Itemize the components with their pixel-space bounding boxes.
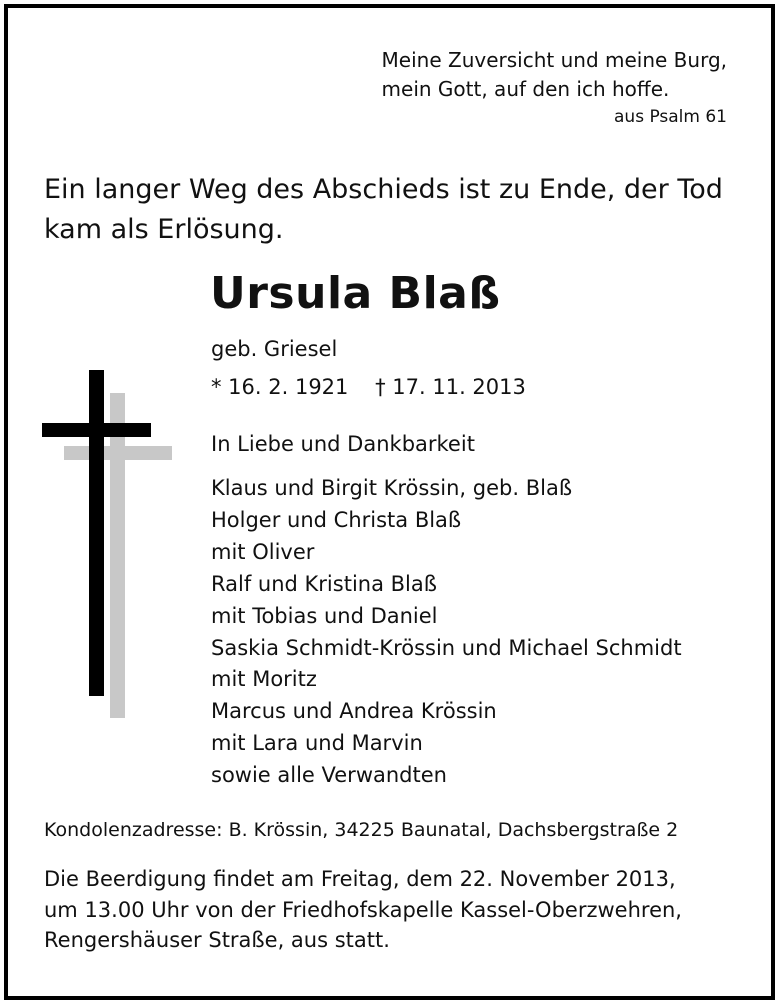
signoff: In Liebe und Dankbarkeit [211,432,475,456]
list-item: Ralf und Kristina Blaß [211,571,437,596]
family-list [211,473,682,792]
maiden-name: geb. Griesel [211,337,338,361]
quote-line-2: mein Gott, auf den ich hoffe. [381,77,670,101]
cross-shadow-horizontal [64,446,172,460]
list-item: Holger und Christa Blaß [211,507,462,532]
list-item: Marcus und Andrea Krössin [211,699,497,724]
funeral-notice [44,864,744,956]
condolence-address: Kondolenzadresse: B. Krössin, 34225 Baunatal, Dachsbergstraße 2 [44,819,679,841]
life-dates [211,372,526,402]
list-item: sowie alle Verwandten [211,763,447,788]
cross-horizontal [42,423,151,437]
birth-date: * 16. 2. 1921 [211,375,349,399]
deceased-name: Ursula Blaß [210,268,501,319]
funeral-line-2: um 13.00 Uhr von der Friedhofskapelle Kassel-Oberzwehren, [44,897,682,922]
list-item: Klaus und Birgit Krössin, geb. Blaß [211,476,573,500]
psalm-quote [382,46,727,130]
death-date: † 17. 11. 2013 [375,375,526,399]
list-item: mit Moritz [211,667,317,692]
list-item: mit Lara und Marvin [211,731,423,756]
cross-vertical [89,370,104,696]
quote-line-1: Meine Zuversicht und meine Burg, [381,48,727,72]
list-item: Saskia Schmidt-Krössin und Michael Schmidt [211,635,682,660]
list-item: mit Tobias und Daniel [211,603,438,628]
list-item: mit Oliver [211,539,315,564]
cross-shadow-vertical [110,393,125,718]
funeral-line-1: Die Beerdigung findet am Freitag, dem 22. November 2013, [44,867,676,891]
funeral-line-3: Rengershäuser Straße, aus statt. [44,928,390,952]
quote-source: aus Psalm 61 [614,107,727,127]
intro-text: Ein langer Weg des Abschieds ist zu Ende, der Tod kam als Erlösung. [44,174,723,245]
